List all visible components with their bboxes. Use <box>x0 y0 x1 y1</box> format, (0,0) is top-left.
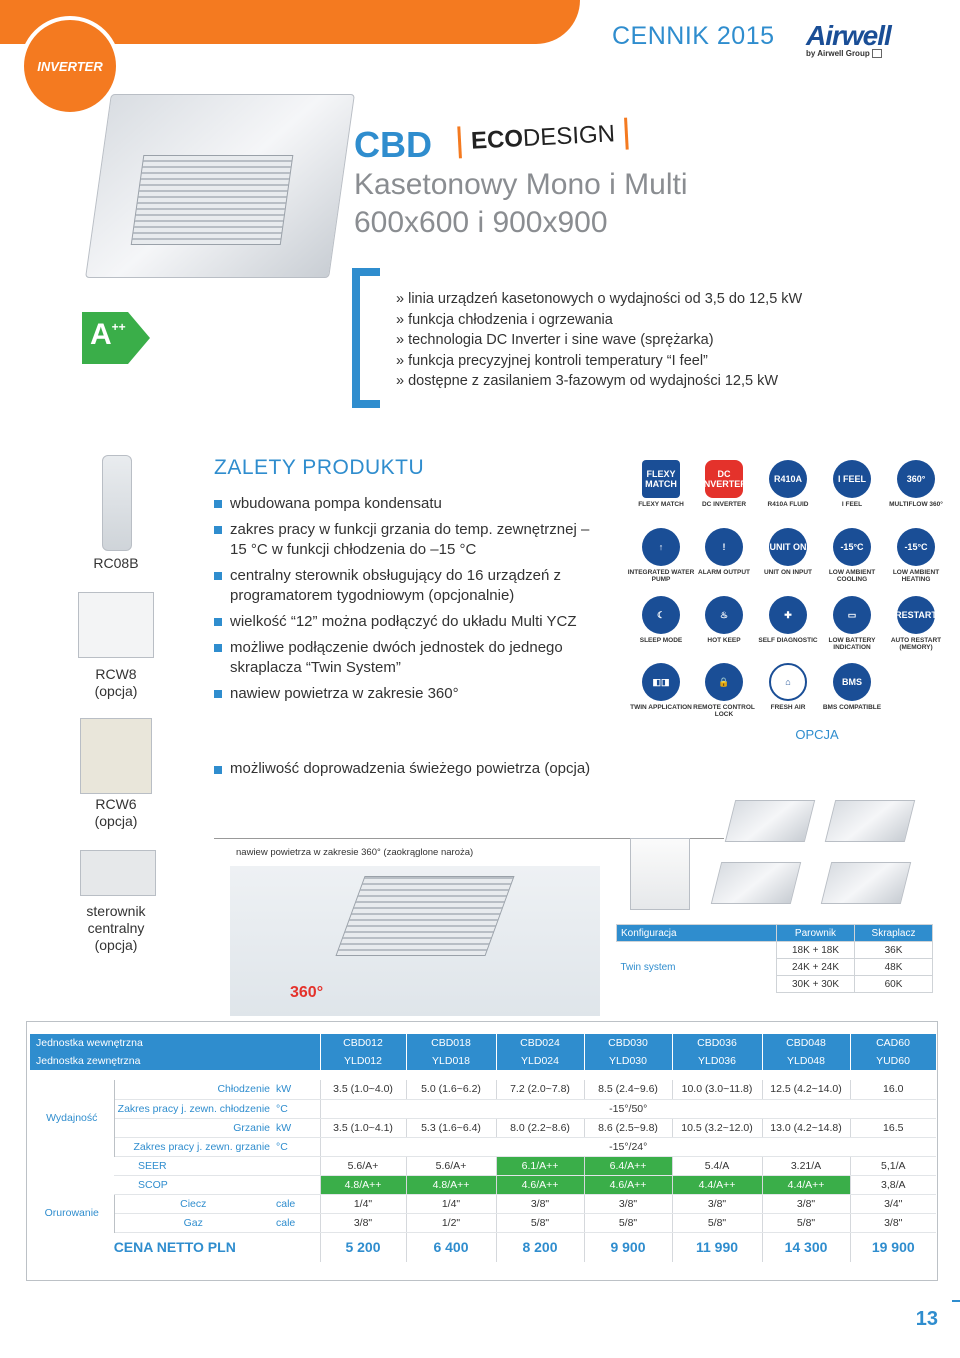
lock-icon: 🔒 <box>705 663 743 701</box>
feature-r410a: R410A R410A FLUID <box>750 460 826 508</box>
feature-unit-on: UNIT ON UNIT ON INPUT <box>750 528 826 576</box>
feature-bms: BMS BMS COMPATIBLE <box>814 663 890 711</box>
spec-cell: 3/8" <box>850 1213 936 1232</box>
param-unit: °C <box>274 1099 320 1118</box>
param-unit: cale <box>274 1213 320 1232</box>
param-label: SEER <box>114 1156 274 1175</box>
spec-cell: 3/4" <box>850 1194 936 1213</box>
controller-label-rcw8: RCW8 (opcja) <box>94 666 138 699</box>
inverter-badge-text: INVERTER <box>37 58 103 74</box>
stethoscope-icon: ✚ <box>769 596 807 634</box>
spec-cell: 13.0 (4.2~14.8) <box>762 1118 850 1137</box>
spec-cell-highlight: 6.4/A++ <box>584 1156 672 1175</box>
price-cell: 14 300 <box>762 1232 850 1262</box>
outdoor-model: YLD030 <box>584 1052 672 1070</box>
param-label: Zakres pracy j. zewn. chłodzenie <box>114 1099 274 1118</box>
cfg-cell: 24K + 24K <box>777 959 855 976</box>
feature-low-ambient-cooling: -15°C LOW AMBIENT COOLING <box>814 528 890 583</box>
group-orurowanie: Orurowanie <box>30 1194 114 1232</box>
spec-cell-highlight: 4.4/A++ <box>762 1175 850 1194</box>
spec-cell: 5.0 (1.6~6.2) <box>406 1080 496 1099</box>
spec-cell: 1/4" <box>320 1194 406 1213</box>
advantage-item: wielkość “12” można podłączyć do układu Multi YCZ <box>214 612 594 632</box>
indoor-model: CBD030 <box>584 1034 672 1052</box>
spec-cell: 3/8" <box>496 1194 584 1213</box>
outdoor-model: YLD018 <box>406 1052 496 1070</box>
product-subtitle-2: 600x600 i 900x900 <box>354 206 608 239</box>
controller-label-rcw6: RCW6 (opcja) <box>94 796 138 829</box>
advantage-item: wbudowana pompa kondensatu <box>214 494 594 514</box>
cfg-row <box>617 942 933 959</box>
cfg-group-label: Twin system <box>620 961 676 973</box>
feature-multiflow: 360° MULTIFLOW 360° <box>878 460 954 508</box>
cooling-range-row <box>30 1099 936 1118</box>
indoor-model: CBD012 <box>320 1034 406 1052</box>
indoor-label: Jednostka wewnętrzna <box>30 1034 320 1052</box>
feature-sleep-mode: ☾ SLEEP MODE <box>623 596 699 644</box>
param-label: Grzanie <box>114 1118 274 1137</box>
param-unit: kW <box>274 1080 320 1099</box>
cassette-grille <box>335 876 514 956</box>
param-unit: kW <box>274 1118 320 1137</box>
advantage-item-fresh-air: możliwość doprowadzenia świeżego powietrza (opcja) <box>214 760 714 777</box>
feature-dc-inverter: DC INVERTER DC INVERTER <box>686 460 762 508</box>
param-label: Chłodzenie <box>114 1080 274 1099</box>
cfg-cell: 48K <box>855 959 933 976</box>
spec-cell: 3.21/A <box>762 1156 850 1175</box>
brand-logo <box>806 20 926 58</box>
bms-icon: BMS <box>833 663 871 701</box>
bullet-item: » funkcja precyzyjnej kontroli temperatury “I feel” <box>396 352 708 369</box>
spec-cell: 5/8" <box>762 1213 850 1232</box>
spec-cell-highlight: 4.8/A++ <box>320 1175 406 1194</box>
wired-rcw8-image <box>78 592 154 658</box>
unit-on-icon: UNIT ON <box>769 528 807 566</box>
spec-cell: 1/2" <box>406 1213 496 1232</box>
central-controller-image <box>80 850 156 896</box>
advantages-list <box>214 494 594 710</box>
outdoor-row <box>30 1052 936 1070</box>
airflow-360-image <box>230 866 600 1016</box>
spec-cell: -15°/24° <box>320 1137 936 1156</box>
price-cell: 6 400 <box>406 1232 496 1262</box>
spec-cell: 7.2 (2.0~7.8) <box>496 1080 584 1099</box>
price-row <box>30 1232 936 1262</box>
indoor-model: CBD024 <box>496 1034 584 1052</box>
feature-i-feel: I FEEL I FEEL <box>814 460 890 508</box>
param-label: Zakres pracy j. zewn. grzanie <box>114 1137 274 1156</box>
catalog-title: CENNIK 2015 <box>612 22 775 50</box>
price-cell: 8 200 <box>496 1232 584 1262</box>
seer-row <box>30 1156 936 1175</box>
price-label: CENA NETTO PLN <box>113 1239 236 1256</box>
price-cell: 9 900 <box>584 1232 672 1262</box>
indoor-row <box>30 1034 936 1052</box>
airflow-caption: nawiew powietrza w zakresie 360° (zaokrąglone naroża) <box>236 847 474 858</box>
bullet-item: » linia urządzeń kasetonowych o wydajności od 3,5 do 12,5 kW <box>396 291 803 307</box>
spec-cell: 5/8" <box>584 1213 672 1232</box>
feature-low-battery: ▭ LOW BATTERY INDICATION <box>814 596 890 651</box>
sun-icon: -15°C <box>897 528 935 566</box>
brand-sub: by Airwell Group <box>806 49 926 58</box>
spec-cell: 5.6/A+ <box>320 1156 406 1175</box>
spec-cell: 3/8" <box>672 1194 762 1213</box>
gas-pipe-row <box>30 1213 936 1232</box>
advantage-item: centralny sterownik obsługujący do 16 urządzeń z programatorem tygodniowym (opcjonalnie) <box>214 566 594 606</box>
advantages-title: ZALETY PRODUKTU <box>214 456 425 479</box>
indoor-model: CBD036 <box>672 1034 762 1052</box>
cassette-grille <box>131 155 294 245</box>
outdoor-model: YLD036 <box>672 1052 762 1070</box>
param-unit: cale <box>274 1194 320 1213</box>
outdoor-unit-image <box>630 838 690 910</box>
price-cell: 11 990 <box>672 1232 762 1262</box>
bullet-item: » dostępne z zasilaniem 3-fazowym od wydajności 12,5 kW <box>396 373 779 389</box>
indoor-model: CAD60 <box>850 1034 936 1052</box>
bullets-bracket <box>352 268 380 408</box>
spec-cell: 3.5 (1.0~4.0) <box>320 1080 406 1099</box>
spec-cell: 3.5 (1.0~4.1) <box>320 1118 406 1137</box>
energy-class-label: A++ <box>90 318 126 351</box>
outdoor-model: YLD024 <box>496 1052 584 1070</box>
page-number-box <box>900 1302 960 1358</box>
param-label: Ciecz <box>114 1194 274 1213</box>
param-label: Gaz <box>114 1213 274 1232</box>
cfg-header: Parownik <box>777 925 855 942</box>
twin-icon: ◧◨ <box>642 663 680 701</box>
feature-auto-restart: RESTART AUTO RESTART (MEMORY) <box>878 596 954 651</box>
spec-cell: 5,1/A <box>850 1156 936 1175</box>
wired-rcw6-image <box>80 718 152 794</box>
spec-cell-highlight: 4.6/A++ <box>496 1175 584 1194</box>
inverter-badge <box>20 16 120 116</box>
outdoor-model: YUD60 <box>850 1052 936 1070</box>
spec-table <box>30 1034 937 1262</box>
dc-inverter-icon: DC INVERTER <box>705 460 743 498</box>
spec-cell: 5.3 (1.6~6.4) <box>406 1118 496 1137</box>
spec-cell: 5/8" <box>672 1213 762 1232</box>
price-cell: 19 900 <box>850 1232 936 1262</box>
outdoor-model: YLD012 <box>320 1052 406 1070</box>
bullet-item: » technologia DC Inverter i sine wave (sprężarka) <box>396 332 714 348</box>
spec-cell: 5.4/A <box>672 1156 762 1175</box>
spec-cell-highlight: 4.4/A++ <box>672 1175 762 1194</box>
product-model: CBD <box>354 124 432 165</box>
feature-bullets <box>396 289 802 392</box>
spec-cell: 16.0 <box>850 1080 936 1099</box>
r410a-globe-icon: R410A <box>769 460 807 498</box>
feature-remote-lock: 🔒 REMOTE CONTROL LOCK <box>686 663 762 718</box>
water-pump-icon: ↑ <box>642 528 680 566</box>
scop-row <box>30 1175 936 1194</box>
battery-icon: ▭ <box>833 596 871 634</box>
cassette-unit-small-1 <box>725 800 815 842</box>
360-badge: 360° <box>290 984 324 1001</box>
spec-cell: 3/8" <box>762 1194 850 1213</box>
feature-alarm-output: ! ALARM OUTPUT <box>686 528 762 576</box>
heating-range-row <box>30 1137 936 1156</box>
indoor-model: CBD018 <box>406 1034 496 1052</box>
spec-cell: 5.6/A+ <box>406 1156 496 1175</box>
twin-config-table <box>616 924 933 993</box>
remote-rc08b-image <box>102 455 132 551</box>
brand-name: Airwell <box>806 20 891 51</box>
cfg-cell: 60K <box>855 976 933 993</box>
spec-cell: -15°/50° <box>320 1099 936 1118</box>
controller-label-rc08b: RC08B <box>93 555 139 571</box>
cassette-unit-small-3 <box>711 862 801 904</box>
snowflake-icon: -15°C <box>833 528 871 566</box>
spec-cell: 16.5 <box>850 1118 936 1137</box>
cooling-row <box>30 1080 936 1099</box>
outdoor-model: YLD048 <box>762 1052 850 1070</box>
feature-water-pump: ↑ INTEGRATED WATER PUMP <box>623 528 699 583</box>
restart-icon: RESTART <box>897 596 935 634</box>
outdoor-label: Jednostka zewnętrzna <box>30 1052 320 1070</box>
liquid-pipe-row <box>30 1194 936 1213</box>
page-number: 13 <box>915 1308 938 1330</box>
spec-cell: 5/8" <box>496 1213 584 1232</box>
cassette-unit-small-2 <box>825 800 915 842</box>
opcja-label: OPCJA <box>795 727 839 742</box>
spec-cell-highlight: 4.6/A++ <box>584 1175 672 1194</box>
spec-cell: 1/4" <box>406 1194 496 1213</box>
controller-label-central: sterownik centralny (opcja) <box>86 903 146 953</box>
spec-cell: 8.0 (2.2~8.6) <box>496 1118 584 1137</box>
thermometer-icon: I FEEL <box>833 460 871 498</box>
cfg-header: Skraplacz <box>855 925 933 942</box>
group-wydajnosc: Wydajność <box>30 1080 114 1156</box>
spec-cell: 10.0 (3.0~11.8) <box>672 1080 762 1099</box>
feature-twin-application: ◧◨ TWIN APPLICATION <box>623 663 699 711</box>
feature-low-ambient-heating: -15°C LOW AMBIENT HEATING <box>878 528 954 583</box>
spec-cell: 3/8" <box>320 1213 406 1232</box>
moon-icon: ☾ <box>642 596 680 634</box>
cfg-cell: 30K + 30K <box>777 976 855 993</box>
bullet-item: » funkcja chłodzenia i ogrzewania <box>396 311 613 328</box>
param-unit: °C <box>274 1137 320 1156</box>
spec-cell: 3/8" <box>584 1194 672 1213</box>
alarm-icon: ! <box>705 528 743 566</box>
product-subtitle-1: Kasetonowy Mono i Multi <box>354 168 688 201</box>
feature-flexy-match: FLEXY MATCH FLEXY MATCH <box>623 460 699 508</box>
cfg-cell: 36K <box>855 942 933 959</box>
spec-cell: 8.5 (2.4~9.6) <box>584 1080 672 1099</box>
spec-cell: 3,8/A <box>850 1175 936 1194</box>
cassette-unit-image <box>85 94 355 278</box>
feature-hot-keep: ♨ HOT KEEP <box>686 596 762 644</box>
flexy-match-icon: FLEXY MATCH <box>642 460 680 498</box>
cfg-header: Konfiguracja <box>617 925 777 942</box>
spec-cell: 12.5 (4.2~14.0) <box>762 1080 850 1099</box>
group-logo-icon <box>872 49 882 58</box>
cassette-unit-small-4 <box>821 862 911 904</box>
hot-keep-icon: ♨ <box>705 596 743 634</box>
multiflow-icon: 360° <box>897 460 935 498</box>
advantage-item: możliwe podłączenie dwóch jednostek do jednego skraplacza “Twin System” <box>214 638 594 678</box>
cfg-cell: 18K + 18K <box>777 942 855 959</box>
param-label: SCOP <box>114 1175 274 1194</box>
heating-row <box>30 1118 936 1137</box>
spec-cell-highlight: 6.1/A++ <box>496 1156 584 1175</box>
advantage-item: nawiew powietrza w zakresie 360° <box>214 684 594 704</box>
spec-cell-highlight: 4.8/A++ <box>406 1175 496 1194</box>
feature-self-diagnostic: ✚ SELF DIAGNOSTIC <box>750 596 826 644</box>
feature-fresh-air: ⌂ FRESH AIR <box>750 663 826 711</box>
fresh-air-icon: ⌂ <box>769 663 807 701</box>
ecodesign-badge: ECODESIGN <box>457 118 628 159</box>
advantage-item: zakres pracy w funkcji grzania do temp. zewnętrznej –15 °C w funkcji chłodzenia do –15 °C <box>214 520 594 560</box>
spec-cell: 10.5 (3.2~12.0) <box>672 1118 762 1137</box>
indoor-model: CBD048 <box>762 1034 850 1052</box>
spec-cell: 8.6 (2.5~9.8) <box>584 1118 672 1137</box>
price-cell: 5 200 <box>320 1232 406 1262</box>
